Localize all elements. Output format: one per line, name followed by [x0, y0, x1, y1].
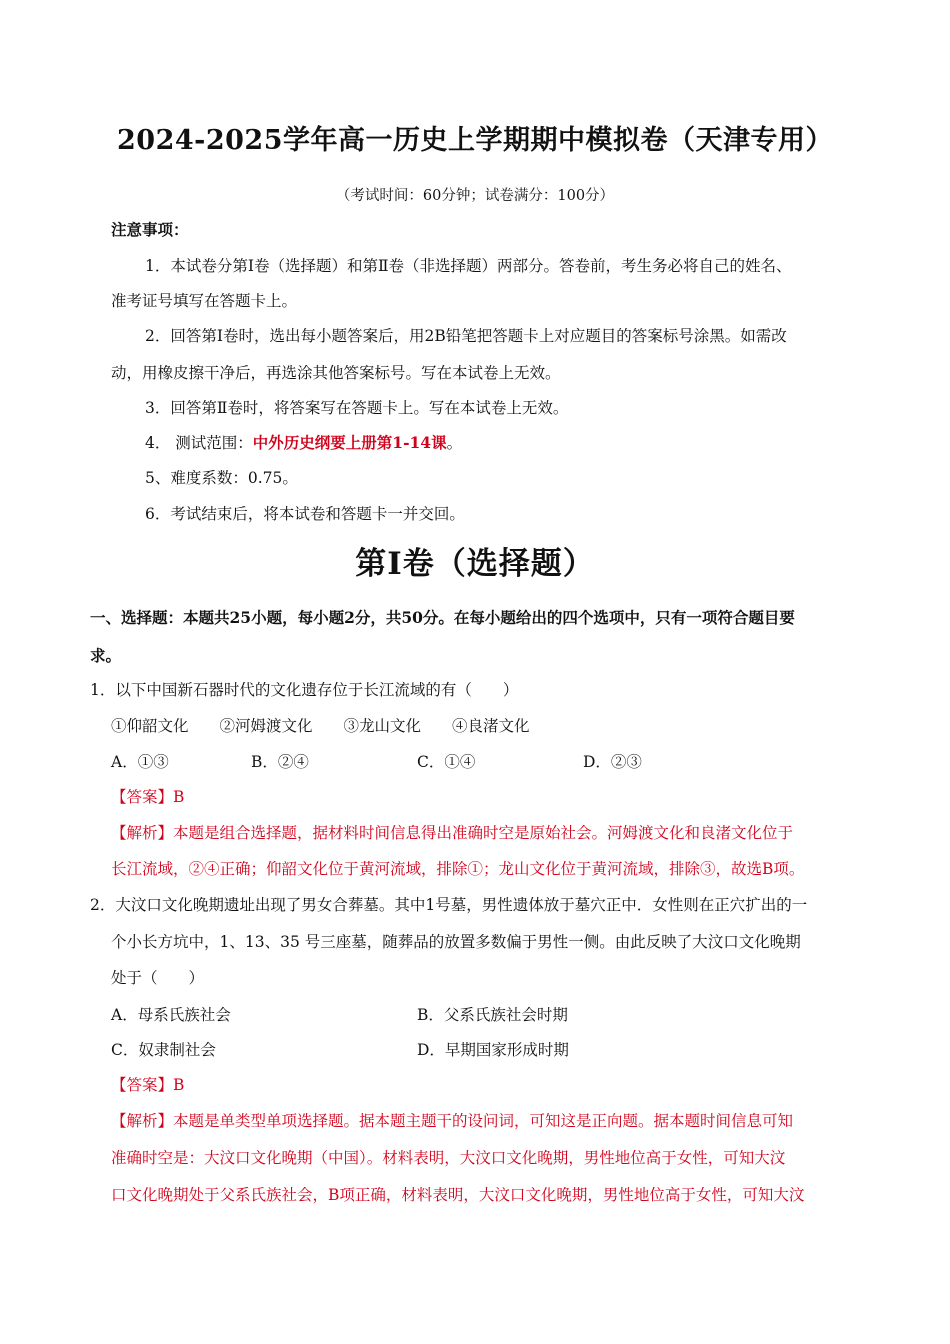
q1-explanation-line-1: 【解析】本题是组合选择题，据材料时间信息得出准确时空是原始社会。河姆渡文化和良渚文化位于	[111, 824, 794, 842]
q2-option-b: B．父系氏族社会时期	[417, 1006, 568, 1024]
note-4	[145, 432, 462, 454]
q2-stem-line-3: 处于（ ）	[111, 969, 205, 987]
note-1-line-2: 准考证号填写在答题卡上。	[111, 292, 298, 310]
section-intro-line-2: 求。	[90, 646, 122, 665]
q1-explanation-line-2: 长江流域，②④正确；仰韶文化位于黄河流域，排除①；龙山文化位于黄河流域，排除③，故选B项。	[111, 860, 805, 878]
note-4-prefix: 4． 测试范围：	[145, 434, 253, 452]
q2-answer: 【答案】B	[111, 1076, 185, 1094]
q1-stem: 1．以下中国新石器时代的文化遗存位于长江流域的有（ ）	[90, 681, 519, 699]
q1-option-b: B．②④	[251, 753, 309, 771]
note-2-line-1: 2．回答第Ⅰ卷时，选出每小题答案后，用2B铅笔把答题卡上对应题目的答案标号涂黑。如需改	[145, 327, 787, 345]
q2-option-a: A．母系氏族社会	[111, 1006, 231, 1024]
q1-answer: 【答案】B	[111, 788, 185, 806]
note-6: 6．考试结束后，将本试卷和答题卡一并交回。	[145, 505, 465, 523]
note-2-line-2: 动，用橡皮擦干净后，再选涂其他答案标号。写在本试卷上无效。	[111, 364, 561, 382]
q2-stem-line-2: 个小长方坑中，1、13、35 号三座墓，随葬品的放置多数偏于男性一侧。由此反映了大汶口文化晚期	[111, 933, 801, 951]
test-range: 中外历史纲要上册第1-14课	[252, 433, 447, 452]
note-5: 5、难度系数：0.75。	[145, 469, 298, 487]
q2-explanation-line-2: 准确时空是：大汶口文化晚期（中国）。材料表明，大汶口文化晚期，男性地位高于女性，可知大汶	[111, 1149, 786, 1167]
note-4-suffix: 。	[446, 434, 463, 452]
q2-explanation-line-1: 【解析】本题是单类型单项选择题。据本题主题干的设问词，可知这是正向题。据本题时间信息可知	[111, 1112, 794, 1130]
q1-option-d: D．②③	[583, 753, 642, 771]
q2-explanation-line-3: 口文化晚期处于父系氏族社会，B项正确，材料表明，大汶口文化晚期，男性地位高于女性，可知大汶	[111, 1186, 805, 1204]
page-title: 2024-2025学年高一历史上学期期中模拟卷（天津专用）	[117, 125, 833, 156]
q1-option-c: C．①④	[417, 753, 476, 771]
q2-stem-line-1: 2．大汶口文化晚期遗址出现了男女合葬墓。其中1号墓，男性遗体放于墓穴正中．女性则在正穴扩出的一	[90, 896, 808, 914]
q2-option-c: C．奴隶制社会	[111, 1041, 216, 1059]
q2-option-d: D．早期国家形成时期	[417, 1041, 569, 1059]
notes-heading: 注意事项：	[111, 220, 189, 239]
note-3: 3．回答第Ⅱ卷时，将答案写在答题卡上。写在本试卷上无效。	[145, 399, 569, 417]
section-title: 第Ⅰ卷（选择题）	[355, 546, 595, 582]
note-1-line-1: 1．本试卷分第Ⅰ卷（选择题）和第Ⅱ卷（非选择题）两部分。答卷前，考生务必将自己的姓名、	[145, 257, 792, 275]
q1-option-a: A．①③	[111, 753, 169, 771]
q1-items: ①仰韶文化 ②河姆渡文化 ③龙山文化 ④良渚文化	[111, 717, 530, 735]
section-intro-line-1: 一、选择题：本题共25小题，每小题2分，共50分。在每小题给出的四个选项中，只有一项符合题目要	[90, 608, 795, 627]
exam-info: （考试时间：60分钟；试卷满分：100分）	[335, 188, 615, 204]
